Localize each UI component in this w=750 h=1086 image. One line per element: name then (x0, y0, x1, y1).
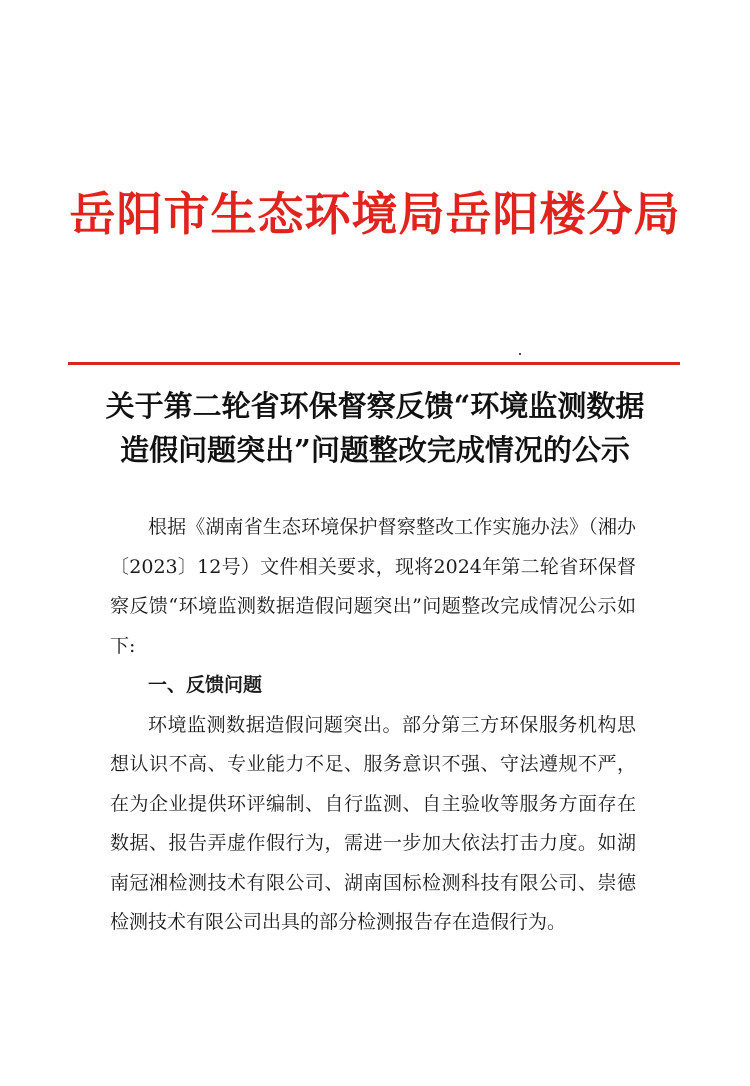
red-divider-rule (68, 362, 680, 365)
scan-speck (519, 353, 521, 355)
document-title-line-1: 关于第二轮省环保督察反馈“环境监测数据 (105, 389, 645, 423)
section-paragraph: 环境监测数据造假问题突出。部分第三方环保服务机构思想认识不高、专业能力不足、服务意识不强、守法遵规不严，在为企业提供环评编制、自行监测、自主验收等服务方面存在数据、报告弄虚作假行为，需进一步加大依法打击力度。如湖南冠湘检测技术有限公司、湖南国标检测科技有限公司、崇德检测技术有限公司出具的部分检测报告存在造假行为。 (110, 713, 636, 933)
document-title-line-2: 造假问题突出”问题整改完成情况的公示 (120, 433, 630, 467)
document-title (0, 384, 750, 472)
intro-paragraph: 根据《湖南省生态环境保护督察整改工作实施办法》（湘办〔2023〕12号）文件相关要求，现将2024年第二轮省环保督察反馈“环境监测数据造假问题突出”问题整改完成情况公示如下: (110, 516, 636, 657)
document-body (110, 508, 636, 943)
section-heading: 一、反馈问题 (148, 674, 263, 696)
organization-header: 岳阳市生态环境局岳阳楼分局 (69, 187, 681, 241)
